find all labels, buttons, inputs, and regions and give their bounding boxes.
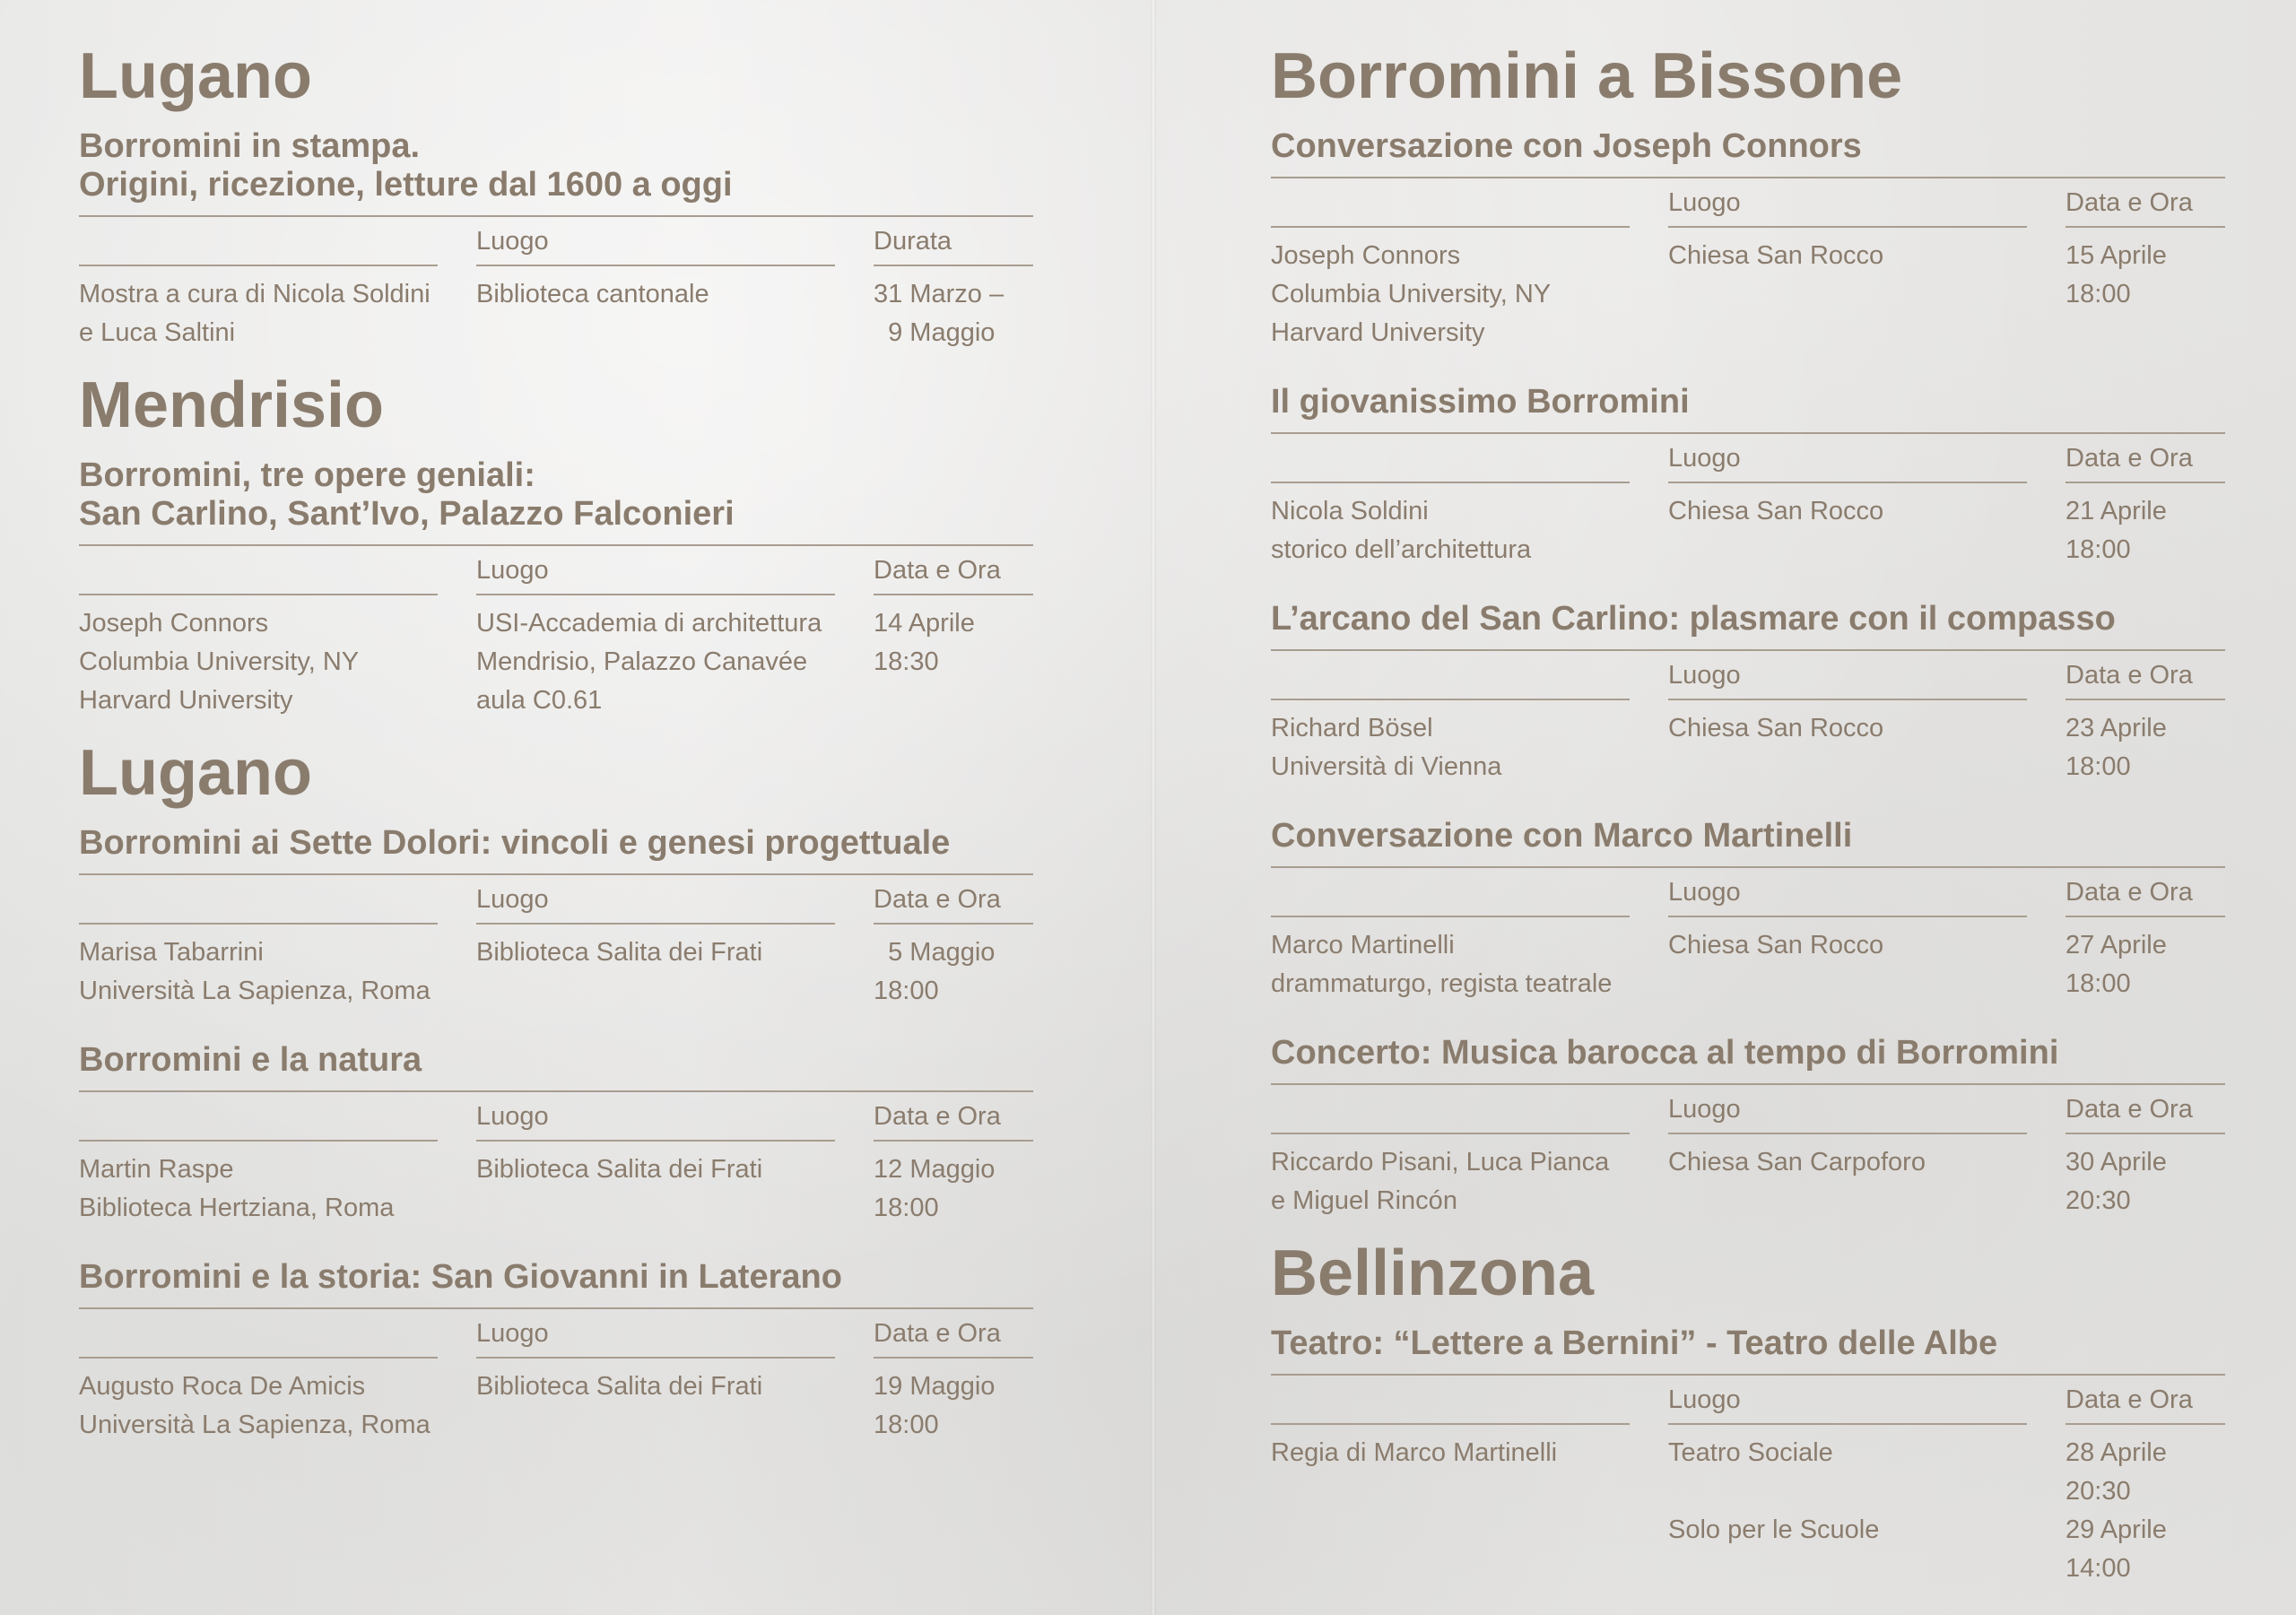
venue-header: Luogo xyxy=(476,1092,835,1142)
event-block xyxy=(79,1258,1033,1445)
speaker-cell-line: Marco Martinelli xyxy=(1271,931,1455,959)
date-time-cell-line: 18:00 xyxy=(2066,969,2131,998)
date-time-cell xyxy=(874,266,1033,352)
event-details-table xyxy=(1271,178,2225,352)
venue-cell xyxy=(1668,228,2027,352)
speaker-cell xyxy=(79,266,438,352)
event-title xyxy=(79,824,1033,875)
date-time-cell xyxy=(874,1142,1033,1228)
event-block xyxy=(1271,1034,2225,1220)
event-title-line: Teatro: “Lettere a Bernini” - Teatro delle Albe xyxy=(1271,1324,1998,1362)
event-details-table xyxy=(79,1309,1033,1445)
speaker-cell-line: Richard Bösel xyxy=(1271,714,1433,742)
date-time-cell-line: 18:00 xyxy=(874,977,939,1005)
date-header: Data e Ora xyxy=(874,875,1033,925)
venue-cell xyxy=(1668,700,2027,786)
speaker-header xyxy=(79,1309,438,1359)
date-time-cell xyxy=(2066,1425,2225,1588)
speaker-cell-line: Università di Vienna xyxy=(1271,752,1502,781)
event-title-line: L’arcano del San Carlino: plasmare con il compasso xyxy=(1271,600,2116,638)
speaker-header xyxy=(1271,434,1630,483)
speaker-cell-line: Harvard University xyxy=(1271,318,1485,347)
venue-cell-line: Biblioteca Salita dei Frati xyxy=(476,1155,763,1184)
speaker-cell-line: Mostra a cura di Nicola Soldini xyxy=(79,280,430,308)
venue-header: Luogo xyxy=(476,1309,835,1359)
event-title xyxy=(1271,383,2225,434)
venue-cell-line: Chiesa San Rocco xyxy=(1668,931,1884,959)
event-title-line: Concerto: Musica barocca al tempo di Borromini xyxy=(1271,1034,2059,1072)
event-title-line: Borromini ai Sette Dolori: vincoli e genesi progettuale xyxy=(79,824,951,862)
event-title-line: Conversazione con Marco Martinelli xyxy=(1271,817,1853,855)
venue-cell-line: Chiesa San Rocco xyxy=(1668,241,1884,270)
event-details-table xyxy=(79,875,1033,1011)
city-heading: Borromini a Bissone xyxy=(1271,40,1903,112)
date-time-cell-line: 18:00 xyxy=(2066,280,2131,308)
event-title-line: Origini, ricezione, letture dal 1600 a oggi xyxy=(79,166,733,204)
event-details-table xyxy=(79,217,1033,352)
speaker-cell-line: Biblioteca Hertziana, Roma xyxy=(79,1194,395,1222)
speaker-cell-line: Augusto Roca De Amicis xyxy=(79,1372,366,1401)
event-title xyxy=(79,456,1033,546)
city-section xyxy=(79,39,1033,352)
event-details-table xyxy=(79,546,1033,720)
event-title-line: Il giovanissimo Borromini xyxy=(1271,383,1690,421)
event-title xyxy=(1271,817,2225,868)
date-time-cell-line: 21 Aprile xyxy=(2066,497,2167,525)
speaker-header xyxy=(79,875,438,925)
speaker-header xyxy=(79,1092,438,1142)
date-time-cell-line: 18:30 xyxy=(874,647,939,676)
date-time-cell-line: 30 Aprile xyxy=(2066,1148,2167,1177)
speaker-cell-line: Università La Sapienza, Roma xyxy=(79,977,430,1005)
event-title xyxy=(79,127,1033,217)
speaker-cell-line: Harvard University xyxy=(79,686,293,715)
date-time-cell-line: 18:00 xyxy=(2066,752,2131,781)
speaker-header xyxy=(79,217,438,266)
event-details-table xyxy=(1271,1085,2225,1220)
date-header: Data e Ora xyxy=(2066,651,2225,700)
venue-cell-line: Chiesa San Rocco xyxy=(1668,714,1884,742)
date-time-cell xyxy=(2066,917,2225,1003)
speaker-cell xyxy=(79,595,438,720)
venue-header: Luogo xyxy=(476,546,835,595)
date-time-cell xyxy=(874,1359,1033,1445)
event-block xyxy=(1271,600,2225,786)
venue-header: Luogo xyxy=(1668,1376,2027,1425)
event-details-table xyxy=(1271,1376,2225,1588)
event-block xyxy=(79,824,1033,1011)
event-block xyxy=(1271,127,2225,352)
speaker-header xyxy=(79,546,438,595)
event-title xyxy=(1271,1034,2225,1085)
venue-cell-line: USI-Accademia di architettura xyxy=(476,609,822,638)
date-time-cell xyxy=(874,925,1033,1011)
date-header: Data e Ora xyxy=(2066,1376,2225,1425)
speaker-cell-line: Columbia University, NY xyxy=(1271,280,1552,308)
event-title xyxy=(79,1258,1033,1309)
event-details-table xyxy=(1271,868,2225,1003)
event-title-line: Borromini e la natura xyxy=(79,1041,422,1079)
speaker-cell-line: drammaturgo, regista teatrale xyxy=(1271,969,1613,998)
venue-header: Luogo xyxy=(1668,1085,2027,1134)
venue-cell-line: Biblioteca cantonale xyxy=(476,280,709,308)
venue-cell xyxy=(476,1359,835,1445)
venue-header: Luogo xyxy=(476,217,835,266)
date-header: Data e Ora xyxy=(874,546,1033,595)
speaker-cell-line: Università La Sapienza, Roma xyxy=(79,1411,430,1439)
speaker-cell-line: e Miguel Rincón xyxy=(1271,1186,1457,1215)
date-header: Data e Ora xyxy=(874,1092,1033,1142)
event-block xyxy=(1271,1324,2225,1588)
speaker-header xyxy=(1271,178,1630,228)
venue-cell-line: Chiesa San Carpoforo xyxy=(1668,1148,1926,1177)
date-time-cell-line: 18:00 xyxy=(874,1194,939,1222)
city-heading: Mendrisio xyxy=(79,369,385,441)
venue-header: Luogo xyxy=(1668,178,2027,228)
venue-header: Luogo xyxy=(1668,434,2027,483)
date-time-cell-line: 14:00 xyxy=(2066,1554,2131,1583)
date-time-cell-line: 27 Aprile xyxy=(2066,931,2167,959)
venue-header: Luogo xyxy=(1668,868,2027,917)
venue-cell xyxy=(1668,1134,2027,1220)
speaker-cell-line: Martin Raspe xyxy=(79,1155,234,1184)
speaker-cell xyxy=(1271,483,1630,569)
speaker-cell xyxy=(79,1142,438,1228)
date-header: Durata xyxy=(874,217,1033,266)
venue-cell xyxy=(476,595,835,720)
venue-cell-line: Biblioteca Salita dei Frati xyxy=(476,1372,763,1401)
speaker-cell xyxy=(1271,700,1630,786)
speaker-header xyxy=(1271,1376,1630,1425)
event-details-table xyxy=(1271,651,2225,786)
event-title-line: Conversazione con Joseph Connors xyxy=(1271,127,1862,165)
speaker-header xyxy=(1271,651,1630,700)
speaker-header xyxy=(1271,868,1630,917)
date-time-cell xyxy=(2066,483,2225,569)
event-title-line: San Carlino, Sant’Ivo, Palazzo Falconieri xyxy=(79,495,735,533)
date-time-cell-line: 12 Maggio xyxy=(874,1155,996,1184)
date-header: Data e Ora xyxy=(2066,868,2225,917)
event-block xyxy=(79,127,1033,352)
date-time-cell-line: 14 Aprile xyxy=(874,609,975,638)
date-time-cell-line: 20:30 xyxy=(2066,1477,2131,1506)
date-time-cell-line: 15 Aprile xyxy=(2066,241,2167,270)
venue-cell xyxy=(1668,1425,2027,1588)
city-heading: Lugano xyxy=(79,40,312,112)
left-column xyxy=(79,39,1033,1461)
speaker-cell xyxy=(1271,228,1630,352)
date-time-cell-line: 18:00 xyxy=(874,1411,939,1439)
venue-cell-line: Teatro Sociale xyxy=(1668,1438,1833,1467)
date-header: Data e Ora xyxy=(2066,434,2225,483)
event-title-line: Borromini e la storia: San Giovanni in Laterano xyxy=(79,1258,842,1296)
venue-header: Luogo xyxy=(476,875,835,925)
event-block xyxy=(1271,383,2225,569)
venue-cell-line: Chiesa San Rocco xyxy=(1668,497,1884,525)
event-title xyxy=(1271,127,2225,178)
right-column xyxy=(1271,39,2225,1604)
speaker-cell-line: Nicola Soldini xyxy=(1271,497,1429,525)
event-title xyxy=(1271,1324,2225,1376)
event-details-table xyxy=(1271,434,2225,569)
event-block xyxy=(1271,817,2225,1003)
event-block xyxy=(79,456,1033,720)
date-time-cell-line: 5 Maggio xyxy=(874,938,996,967)
date-header: Data e Ora xyxy=(874,1309,1033,1359)
event-title-line: Borromini in stampa. xyxy=(79,127,421,165)
speaker-cell xyxy=(1271,917,1630,1003)
date-time-cell-line: 28 Aprile xyxy=(2066,1438,2167,1467)
date-header: Data e Ora xyxy=(2066,1085,2225,1134)
speaker-cell xyxy=(79,925,438,1011)
venue-cell-line: Solo per le Scuole xyxy=(1668,1515,1880,1544)
date-time-cell-line: 9 Maggio xyxy=(874,318,996,347)
city-heading: Lugano xyxy=(79,737,312,809)
venue-cell-line: Biblioteca Salita dei Frati xyxy=(476,938,763,967)
speaker-header xyxy=(1271,1085,1630,1134)
speaker-cell-line: Joseph Connors xyxy=(79,609,269,638)
speaker-cell-line: Regia di Marco Martinelli xyxy=(1271,1438,1558,1467)
venue-cell xyxy=(476,1142,835,1228)
event-block xyxy=(79,1041,1033,1228)
date-time-cell xyxy=(2066,700,2225,786)
date-time-cell-line: 23 Aprile xyxy=(2066,714,2167,742)
city-section xyxy=(79,736,1033,1445)
event-title-line: Borromini, tre opere geniali: xyxy=(79,456,535,494)
venue-cell-line: aula C0.61 xyxy=(476,686,603,715)
speaker-cell xyxy=(1271,1134,1630,1220)
speaker-cell xyxy=(1271,1425,1630,1588)
venue-header: Luogo xyxy=(1668,651,2027,700)
date-time-cell xyxy=(2066,1134,2225,1220)
city-section xyxy=(79,369,1033,720)
city-section xyxy=(1271,39,2225,1220)
speaker-cell-line: storico dell’architettura xyxy=(1271,535,1532,564)
speaker-cell-line: Columbia University, NY xyxy=(79,647,360,676)
page-fold xyxy=(1151,0,1156,1615)
event-title xyxy=(79,1041,1033,1092)
venue-cell xyxy=(1668,917,2027,1003)
date-time-cell-line: 19 Maggio xyxy=(874,1372,996,1401)
venue-cell-line xyxy=(1668,1472,2027,1511)
date-time-cell-line: 20:30 xyxy=(2066,1186,2131,1215)
event-details-table xyxy=(79,1092,1033,1228)
date-time-cell-line: 31 Marzo – xyxy=(874,280,1004,308)
venue-cell-line: Mendrisio, Palazzo Canavée xyxy=(476,647,808,676)
date-time-cell-line: 29 Aprile xyxy=(2066,1515,2167,1544)
date-time-cell xyxy=(2066,228,2225,352)
speaker-cell xyxy=(79,1359,438,1445)
venue-cell xyxy=(1668,483,2027,569)
speaker-cell-line: Riccardo Pisani, Luca Pianca xyxy=(1271,1148,1610,1177)
city-section xyxy=(1271,1237,2225,1588)
speaker-cell-line: Marisa Tabarrini xyxy=(79,938,264,967)
venue-cell xyxy=(476,266,835,352)
speaker-cell-line: e Luca Saltini xyxy=(79,318,236,347)
city-heading: Bellinzona xyxy=(1271,1237,1595,1309)
date-time-cell-line: 18:00 xyxy=(2066,535,2131,564)
event-title xyxy=(1271,600,2225,651)
venue-cell xyxy=(476,925,835,1011)
date-time-cell xyxy=(874,595,1033,720)
date-header: Data e Ora xyxy=(2066,178,2225,228)
speaker-cell-line: Joseph Connors xyxy=(1271,241,1461,270)
